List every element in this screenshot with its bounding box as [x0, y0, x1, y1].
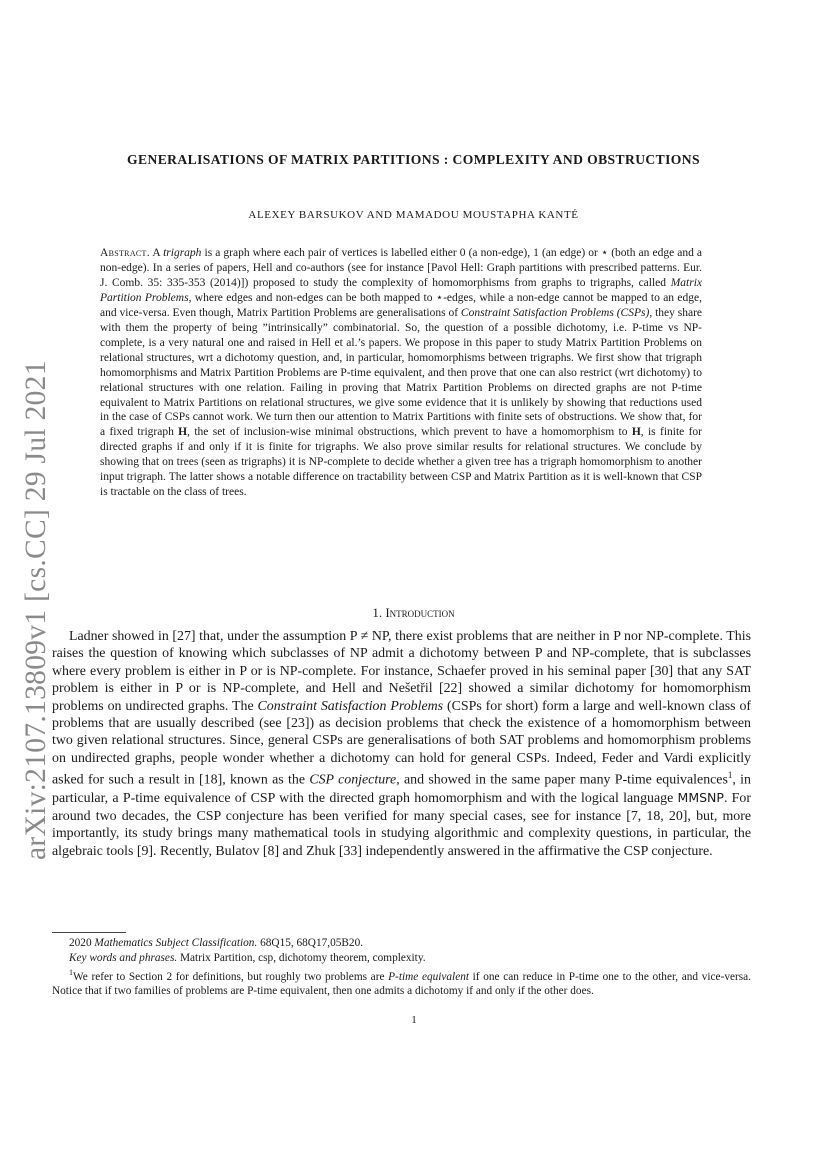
msc-year: 2020	[69, 937, 92, 949]
abstract-term-matrix-partition: Matrix Partition Problems	[100, 276, 702, 304]
page-number: 1	[411, 1014, 417, 1026]
abstract-text: A	[152, 247, 160, 259]
keywords-label: Key words and phrases.	[69, 951, 178, 964]
arxiv-id-text: arXiv:2107.13809v1 [cs.CC] 29 Jul 2021	[20, 360, 52, 860]
footnote-rule	[52, 932, 126, 933]
footnote-text: We refer to Section 2 for definitions, but roughly two problems are	[73, 970, 385, 983]
abstract	[100, 246, 702, 500]
keywords	[52, 951, 751, 966]
body-text: , and showed in the same paper many P-time equivalences	[396, 772, 728, 788]
section-number: 1.	[372, 605, 383, 620]
abstract-term-csp: Constraint Satisfaction Problems (CSPs)	[460, 306, 650, 319]
paper-authors: ALEXEY BARSUKOV AND MAMADOU MOUSTAPHA KANTÉ	[248, 209, 579, 221]
keywords-value: Matrix Partition, csp, dichotomy theorem, complexity.	[180, 951, 426, 964]
introduction-paragraph	[52, 628, 751, 860]
section-heading-introduction	[100, 605, 727, 621]
body-text: Ladner showed in [27] that, under the assumption P ≠ NP, there exist problems that are neither in P nor NP-complete. This raises the question of knowing which subclasses of NP admit a dichotomy between P and NP-complete, that is subclasses where every problem is either in P or is NP-complete. For instance, Schaefer proved in his seminal paper [30] that any SAT problem is either in P or is NP-complete, and Hell and Nešetřil [22] showed a similar dichotomy for homomorphism problems on undirected graphs. The	[52, 629, 751, 714]
abstract-text: , the set of inclusion-wise minimal obstructions, which prevent to have a homomorphism to	[187, 426, 628, 439]
footnote-1	[52, 966, 751, 1000]
abstract-term-trigraph: trigraph	[163, 247, 202, 259]
abstract-symbol-h: H	[631, 426, 641, 439]
paper-title: GENERALISATIONS OF MATRIX PARTITIONS : COMPLEXITY AND OBSTRUCTIONS	[127, 152, 700, 167]
footnote-term: P-time equivalent	[388, 970, 469, 983]
msc-value: 68Q15, 68Q17,05B20.	[260, 937, 364, 949]
body-text: , in particular, a P-time equivalence of CSP with the directed graph homomorphism and with the logical language	[52, 772, 751, 807]
section-title: Introduction	[385, 605, 455, 620]
abstract-text: , is finite for directed graphs if and only if it is finite for trigraphs. We also prove similar results for relational structures. We conclude by showing that on trees (seen as trigraphs) it is NP-complete to decide whether a given tree has a trigraph homomorphism to another input trigraph. The latter shows a notable difference on tractability between CSP and Matrix Partition as it is well-known that CSP is tractable on the class of trees.	[100, 426, 703, 499]
body-term-csp: Constraint Satisfaction Problems	[257, 698, 444, 714]
msc-label: Mathematics Subject Classification.	[94, 937, 258, 949]
footnotes	[52, 936, 751, 999]
abstract-text: is a graph where each pair of vertices is labelled either 0 (a non-edge), 1 (an edge) or ⋆ (both an edge and a non-edge). In a series of papers, Hell and co-authors (see for instance [Pavol Hell: Graph partitions with prescribed patterns. Eur. J. Comb. 35: 335-353 (2014)]) proposed to study the complexity of homomorphisms from graphs to trigraphs, called	[100, 247, 703, 289]
abstract-text: , where edges and non-edges can be both mapped to ⋆-edges, while a non-edge cannot be mapped to an edge, and vice-versa. Even though, Matrix Partition Problems are generalisations of	[100, 291, 703, 319]
footnote-text: if one can reduce in P-time one to the other, and vice-versa. Notice that if two families of problems are P-time equivalent, then one admits a dichotomy if and only if the other does.	[52, 970, 751, 998]
body-text: . For around two decades, the CSP conjecture has been verified for many special cases, see for instance [7, 18, 20], but, more importantly, its study brings many mathematical tools in studying algorithmic and complexity questions, in particular, the algebraic tools [9]. Recently, Bulatov [8] and Zhuk [33] independently answered in the affirmative the CSP conjecture.	[52, 791, 751, 859]
msc-classification	[52, 936, 751, 951]
body-term-mmsnp: MMSNP	[677, 790, 724, 806]
body-text: (CSPs for short) form a large and well-known class of problems that are usually described (see [23]) as decision problems that check the existence of a homomorphism between two given relational structures. Since, general CSPs are generalisations of both SAT problems and homomorphism problems on undirected graphs, people wonder whether a dichotomy can hold for general CSPs. Indeed, Feder and Vardi explicitly asked for such a result in [18], known as the	[52, 698, 752, 788]
abstract-text: , they share with them the property of being ”intrinsically” combinatorial. So, the question of a possible dichotomy, i.e. P-time vs NP-complete, is a very natural one and raised in Hell et al.’s papers. We propose in this paper to study Matrix Partition Problems on relational structures, wrt a dichotomy question, and, in particular, homomorphisms between trigraphs. We first show that trigraph homomorphisms and Matrix Partition Problems are P-time equivalent, and then prove that one can also restrict (wrt dichotomy) to relational structures with one relation. Failing in proving that Matrix Partition Problems on directed graphs are not P-time equivalent to Matrix Partitions on relational structures, we give some evidence that it is unlikely by showing that reductions used in the case of CSPs cannot work. We turn then our attention to Matrix Partitions with finite sets of obstructions. We show that, for a fixed trigraph	[100, 306, 703, 439]
footnote-mark: 1	[69, 967, 73, 977]
footnote-reference[interactable]: 1	[727, 770, 733, 781]
abstract-symbol-h: H	[178, 426, 188, 439]
abstract-label: Abstract.	[100, 247, 150, 259]
body-term-csp-conjecture: CSP conjecture	[309, 772, 397, 788]
